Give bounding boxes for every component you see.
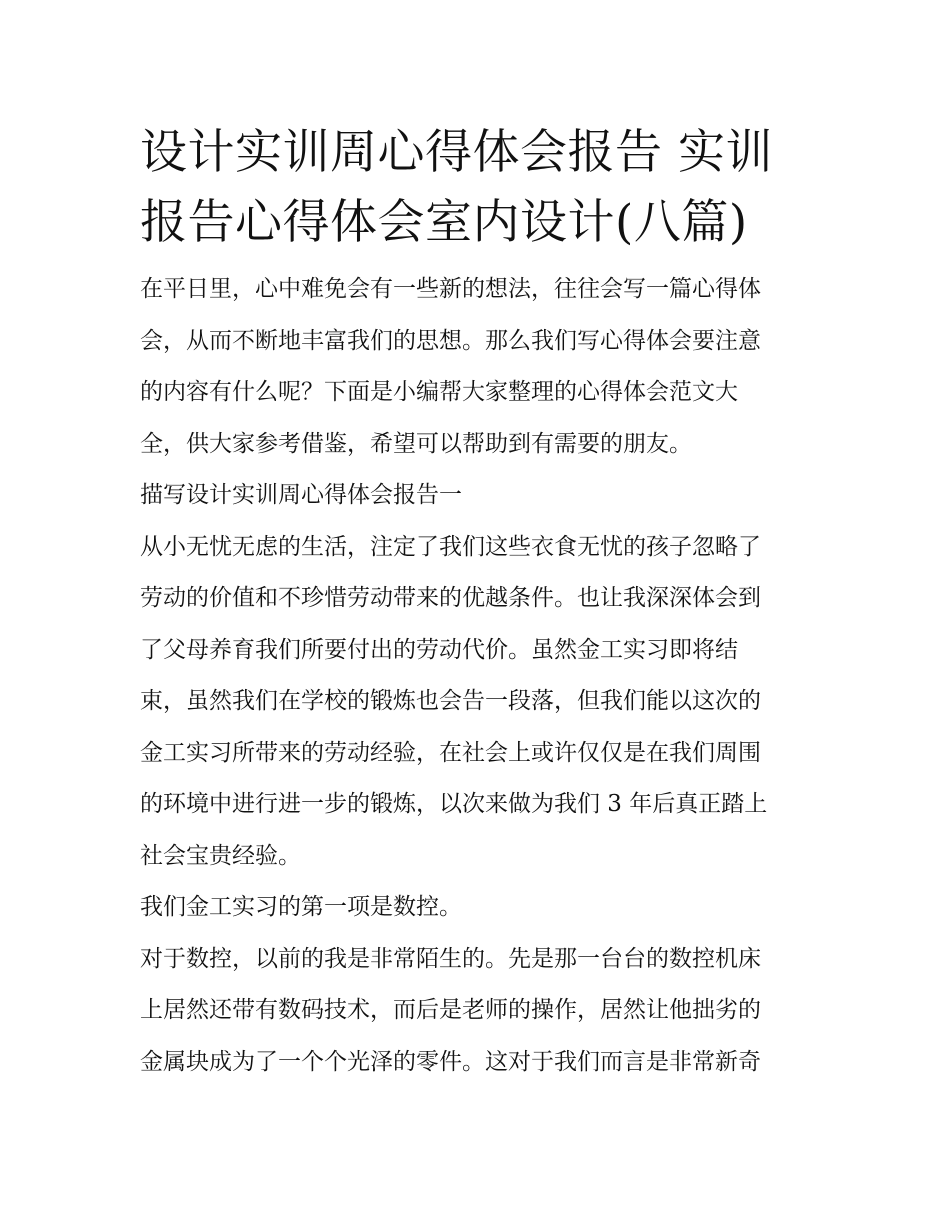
text-line: 全，供大家参考借鉴，希望可以帮助到有需要的朋友。 xyxy=(140,430,692,457)
section-heading xyxy=(140,470,812,522)
text-line: 的内容有什么呢？下面是小编帮大家整理的心得体会范文大 xyxy=(140,379,738,405)
text-line: 在平日里，心中难免会有一些新的想法，往往会写一篇心得体 xyxy=(140,276,761,302)
document-body xyxy=(140,264,812,1088)
text-line: 金属块成为了一个个光泽的零件。这对于我们而言是非常新奇 xyxy=(140,1048,761,1075)
text-line: 金工实习所带来的劳动经验，在社会上或许仅仅是在我们周围 xyxy=(140,739,761,766)
text-line: 上居然还带有数码技术，而后是老师的操作，居然让他拙劣的 xyxy=(140,997,761,1023)
body-paragraph xyxy=(140,882,812,934)
title-line: 设计实训周心得体会报告 实训 xyxy=(140,125,773,180)
intro-paragraph xyxy=(140,264,812,470)
text-line: 描写设计实训周心得体会报告一 xyxy=(140,482,462,508)
title-line: 报告心得体会室内设计(八篇) xyxy=(140,195,748,250)
text-line: 对于数控，以前的我是非常陌生的。先是那一台台的数控机床 xyxy=(140,945,761,972)
text-line: 劳动的价值和不珍惜劳动带来的优越条件。也让我深深体会到 xyxy=(140,585,761,611)
text-line: 了父母养育我们所要付出的劳动代价。虽然金工实习即将结 xyxy=(140,636,738,663)
body-paragraph xyxy=(140,934,812,1089)
text-line: 的环境中进行进一步的锻炼，以次来做为我们 3 年后真正踏上 xyxy=(140,791,768,817)
document-title xyxy=(140,118,812,258)
text-line: 束，虽然我们在学校的锻炼也会告一段落，但我们能以这次的 xyxy=(140,688,761,714)
document-content xyxy=(140,118,812,1088)
text-line: 社会宝贵经验。 xyxy=(140,842,301,869)
text-line: 会，从而不断地丰富我们的思想。那么我们写心得体会要注意 xyxy=(140,327,761,354)
body-paragraph xyxy=(140,522,812,883)
text-line: 从小无忧无虑的生活，注定了我们这些衣食无忧的孩子忽略了 xyxy=(140,533,761,560)
text-line: 我们金工实习的第一项是数控。 xyxy=(140,894,462,920)
